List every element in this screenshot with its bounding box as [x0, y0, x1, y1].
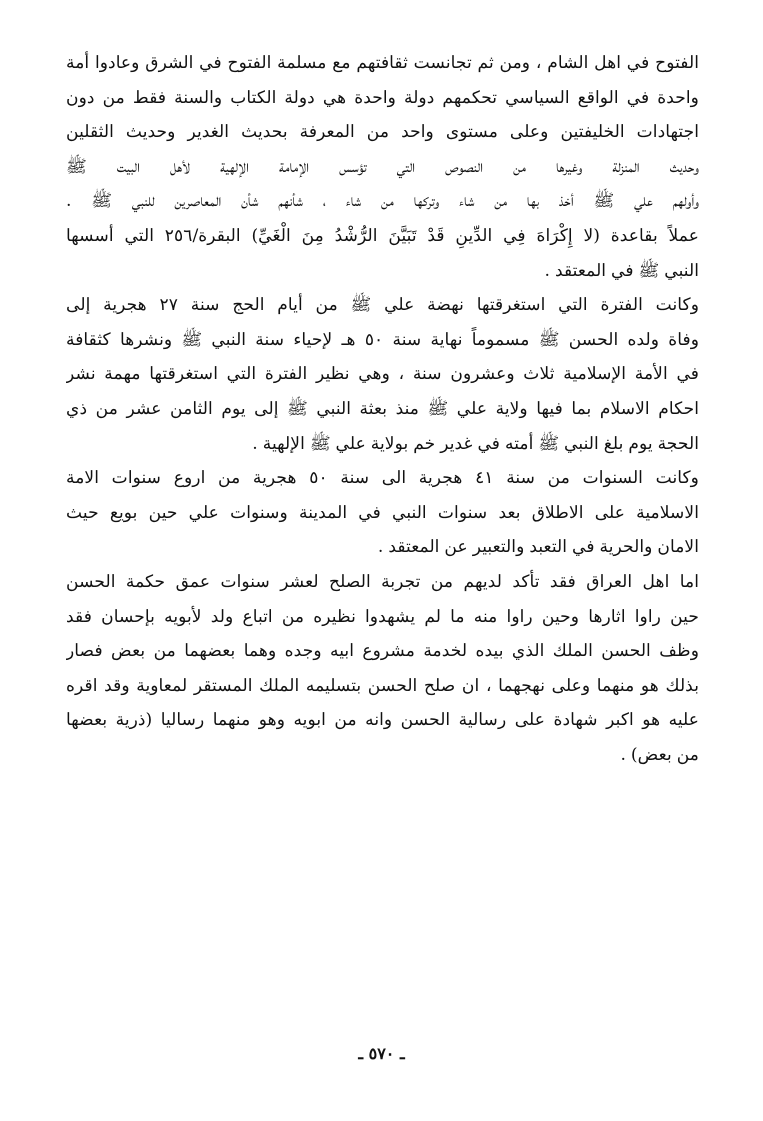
text-line: الفتوح في اهل الشام ، ومن ثم تجانست ثقافتهم مع مسلمة الفتوح في الشرق وعادوا أمة [66, 53, 699, 73]
text-line: في الأمة الإسلامية ثلاث وعشرون سنة ، وهي نظير الفترة التي استغرقتها مهمة نشر [66, 364, 699, 385]
text-line: حين راوا اثارها وحين راوا منه ما لم يشهدوا نظيره من اتباع ولد لأبويه بإحسان فقد [66, 606, 699, 627]
text-line: وظف الحسن الملك الذي بيده لخدمة مشروع ابيه وجده وهما بعضهما من بعض فصار [66, 641, 699, 662]
text-line: بذلك هو منهما وعلى نهجهما ، ان صلح الحسن بتسليمه الملك المستقر لمعاوية وقد اقره [66, 675, 699, 696]
text-line: من بعض) . [620, 744, 699, 765]
text-line: عليه هو اكبر شهادة على رسالية الحسن وانه من ابويه وهو منهما رساليا (ذرية بعضها [66, 710, 699, 731]
text-line: الاسلامية على الاطلاق بعد سنوات النبي في المدينة وسنوات علي حين بويع حيث [66, 502, 699, 523]
text-line: وأولهم علي ﷺ أخذ بها من شاء وتركها من شاء ، شأنهم شأن المعاصرين للنبي ﷺ . [66, 191, 699, 212]
text-line: اجتهادات الخليفتين وعلى مستوى واحد من المعرفة بحديث الغدير وحديث الثقلين [66, 122, 699, 143]
text-line: وحديث المنزلة وغيرها من النصوص التي تؤسس الإمامة الإلهية لأهل البيت ﷺ [66, 156, 699, 177]
text-line: النبي ﷺ في المعتقد . [544, 260, 699, 281]
text-line: وكانت السنوات من سنة ٤١ هجرية الى سنة ٥٠ هجرية من اروع سنوات الامة [66, 468, 699, 489]
text-line: الامان والحرية في التعبد والتعبير عن المعتقد . [377, 537, 699, 558]
page-number: ـ ٥٧٠ ـ [358, 1044, 405, 1063]
text-line: احكام الاسلام بما فيها ولاية علي ﷺ منذ بعثة النبي ﷺ إلى يوم الثامن عشر من ذي [66, 398, 699, 419]
text-line: الحجة يوم بلغ النبي ﷺ أمته في غدير خم بولاية علي ﷺ الإلهية . [252, 433, 699, 454]
text-line: واحدة في الواقع السياسي تحكمهم دولة واحدة هي دولة الكتاب والسنة فقط من دون [66, 87, 699, 108]
body-text [66, 46, 699, 772]
text-line: اما اهل العراق فقد تأكد لديهم من تجربة الصلح لعشر سنوات عمق حكمة الحسن [66, 571, 699, 592]
text-line: وفاة ولده الحسن ﷺ مسموماً نهاية سنة ٥٠ هـ لإحياء سنة النبي ﷺ ونشرها كثقافة [66, 329, 699, 350]
text-line: وكانت الفترة التي استغرقتها نهضة علي ﷺ من أيام الحج سنة ٢٧ هجرية إلى [66, 295, 699, 316]
text-line: عملاً بقاعدة (لا إِكْرَاهَ فِي الدِّينِ قَدْ تَبَيَّنَ الرُّشْدُ مِنَ الْغَيِّ) البقرة/٢٥٦ التي أسسها [66, 225, 699, 246]
